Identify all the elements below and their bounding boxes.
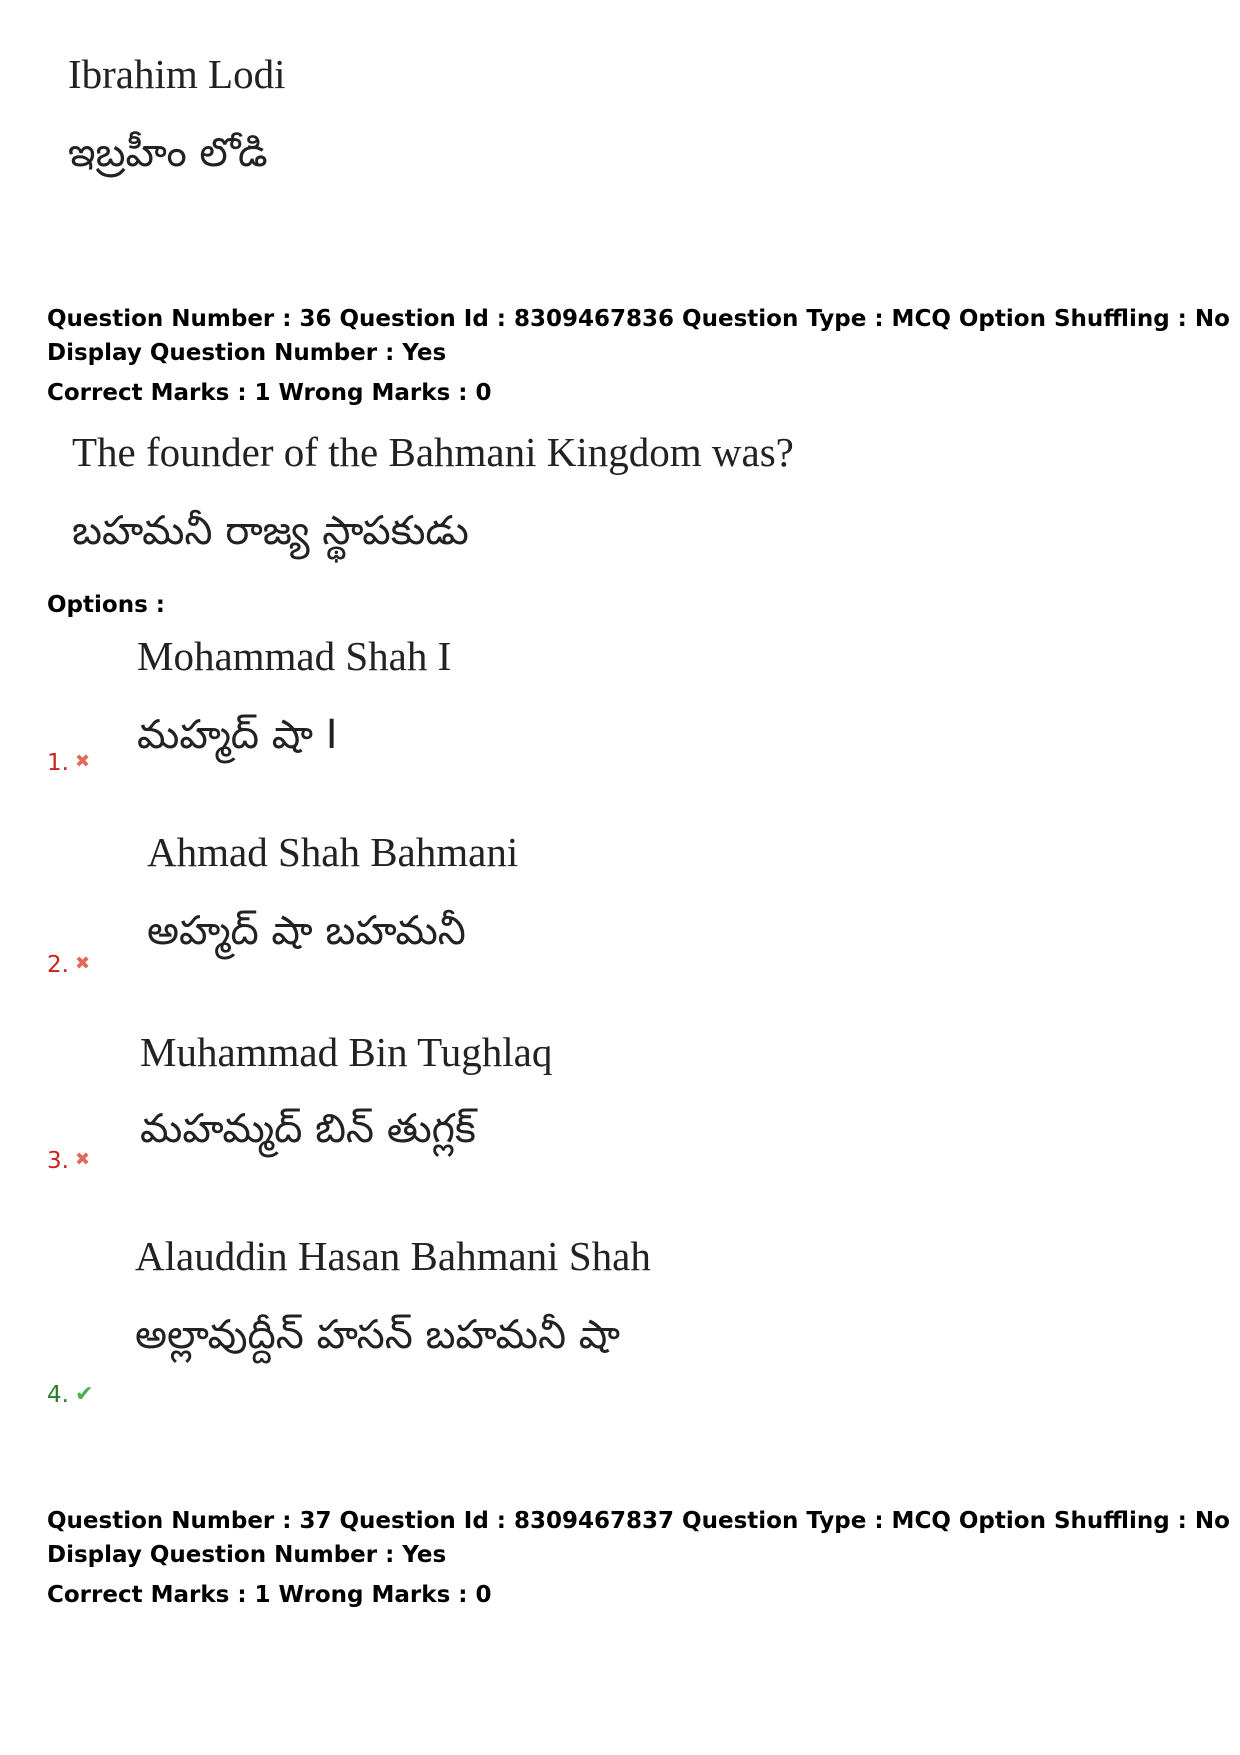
option-3-telugu: మహమ్మద్ బిన్ తుగ్లక్ bbox=[140, 1106, 476, 1152]
option-4-telugu: అల్లావుద్దీన్ హసన్ బహమనీ షా bbox=[135, 1312, 620, 1358]
q36-meta-line1: Question Number : 36 Question Id : 8309467836 Question Type : MCQ Option Shuffling : No bbox=[47, 306, 1230, 332]
option-1-number bbox=[47, 750, 90, 776]
prev-option-english: Ibrahim Lodi bbox=[68, 51, 286, 97]
q37-meta-line1: Question Number : 37 Question Id : 8309467837 Question Type : MCQ Option Shuffling : No bbox=[47, 1508, 1230, 1534]
option-2-english: Ahmad Shah Bahmani bbox=[147, 829, 519, 875]
cross-icon: ✖ bbox=[74, 1149, 91, 1170]
q36-question-telugu: బహమనీ రాజ్య స్థాపకుడు bbox=[72, 508, 469, 554]
option-3-number bbox=[47, 1148, 90, 1174]
q37-meta-line2: Display Question Number : Yes bbox=[47, 1542, 447, 1568]
option-2-telugu: అహ్మద్ షా బహమనీ bbox=[147, 908, 466, 954]
option-1-number-label: 1. bbox=[47, 750, 69, 776]
option-4-english: Alauddin Hasan Bahmani Shah bbox=[135, 1233, 651, 1279]
option-4-number bbox=[47, 1382, 93, 1408]
option-4-number-label: 4. bbox=[47, 1382, 69, 1408]
option-3-english: Muhammad Bin Tughlaq bbox=[140, 1029, 553, 1075]
option-1-telugu: మహ్మద్ షా I bbox=[137, 712, 338, 758]
cross-icon: ✖ bbox=[74, 751, 91, 772]
option-3-number-label: 3. bbox=[47, 1148, 69, 1174]
q36-meta-line2: Display Question Number : Yes bbox=[47, 340, 447, 366]
q36-question-english: The founder of the Bahmani Kingdom was? bbox=[72, 429, 794, 475]
q37-meta-line3: Correct Marks : 1 Wrong Marks : 0 bbox=[47, 1582, 492, 1608]
option-2-number-label: 2. bbox=[47, 952, 69, 978]
check-icon: ✔ bbox=[74, 1382, 94, 1407]
option-2-number bbox=[47, 952, 90, 978]
cross-icon: ✖ bbox=[74, 953, 91, 974]
prev-option-telugu: ఇబ్రహీం లోడి bbox=[68, 130, 268, 176]
q36-meta-line3: Correct Marks : 1 Wrong Marks : 0 bbox=[47, 380, 492, 406]
options-label: Options : bbox=[47, 592, 165, 618]
option-1-english: Mohammad Shah I bbox=[137, 633, 452, 679]
